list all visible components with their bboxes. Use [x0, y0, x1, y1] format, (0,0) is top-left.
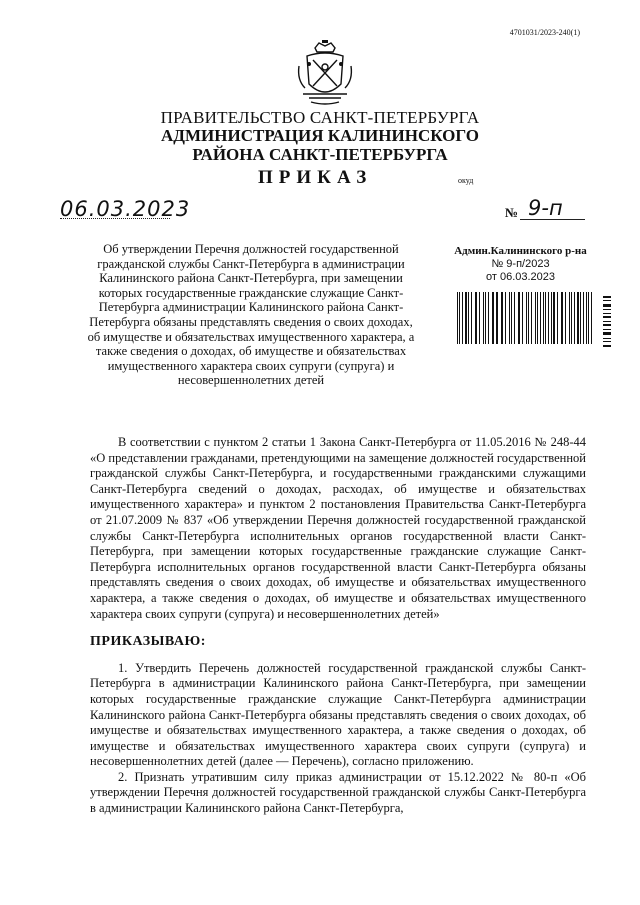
barcode-stripe	[493, 292, 494, 344]
barcode-stripe	[580, 292, 581, 344]
barcode-stripe	[569, 292, 570, 344]
barcode-stripe	[479, 292, 480, 344]
date-underline	[60, 218, 170, 219]
barcode-stripe	[548, 292, 549, 344]
spb-coat-of-arms-icon	[295, 40, 355, 108]
side-barcode-stripe	[603, 338, 611, 339]
barcode-stripe	[501, 292, 502, 344]
barcode-stripe	[514, 292, 515, 344]
administration-title	[0, 126, 640, 164]
number-label: №	[505, 205, 519, 220]
barcode-stripe	[496, 292, 497, 344]
side-barcode-stripe	[603, 324, 611, 326]
handwritten-date: 06.03.2023	[60, 197, 191, 221]
barcode-stripe	[571, 292, 572, 344]
barcode-stripe	[526, 292, 527, 344]
stamp-line2: № 9-п/2023	[491, 258, 550, 270]
barcode-stripe	[462, 292, 463, 344]
document-number: 4701031/2023-240(1)	[509, 28, 580, 37]
side-barcode-stripe	[603, 304, 611, 307]
barcode-stripe	[586, 292, 587, 344]
side-barcode-stripe	[603, 316, 611, 318]
barcode-stripe	[551, 292, 552, 344]
barcode-stripe	[574, 292, 575, 344]
side-barcode-stripe	[603, 332, 611, 335]
barcode-stripe	[459, 292, 460, 344]
administration-title-line1: АДМИНИСТРАЦИЯ КАЛИНИНСКОГО	[161, 126, 479, 145]
barcode-stripe	[540, 292, 541, 344]
barcode-stripe	[545, 292, 546, 344]
barcode-stripe	[583, 292, 584, 344]
barcode-stripe	[591, 292, 592, 344]
doc-type-title: ПРИКАЗ	[258, 167, 373, 188]
barcode-stripe	[511, 292, 512, 344]
barcode-stripe	[518, 292, 519, 344]
barcode-stripe	[457, 292, 458, 344]
preamble-paragraph: В соответствии с пунктом 2 статьи 1 Закона Санкт-Петербурга от 11.05.2016 № 248-44 «О представлении гражданами, претендующими на замещение должностей государственной гражданской службы Санкт-Петербурга, и государственными гражданскими служащими Санкт-Петербурга сведений о доходах, расходах, об имуществе и обязательствах имущественного характера» и пунктом 2 постановления Правительства Санкт-Петербурга от 21.07.2009 № 837 «Об утверждении Перечня должностей государственной гражданской службы Санкт-Петербурга исполнительных органов государственной власти Санкт-Петербурга, при замещении которых государственные гражданские служащие Санкт-Петербурга исполнительных органов государственной власти Санкт-Петербурга обязаны представлять сведения о своих доходах, об имуществе и обязательствах имущественного характера, а также сведения о доходах, об имуществе и обязательствах имущественного характера своих супруги (супруга) и несовершеннолетних детей»	[90, 435, 586, 621]
barcode-stripe	[543, 292, 544, 344]
barcode	[457, 292, 595, 344]
barcode-stripe	[475, 292, 476, 344]
side-barcode-stripe	[603, 341, 611, 342]
barcode-stripe	[502, 292, 503, 344]
order-word: ПРИКАЗЫВАЮ:	[90, 634, 206, 650]
barcode-stripe	[476, 292, 477, 344]
barcode-stripe	[561, 292, 562, 344]
barcode-stripe	[468, 292, 469, 344]
barcode-stripe	[557, 292, 558, 344]
barcode-stripe	[509, 292, 510, 344]
barcode-stripe	[565, 292, 566, 344]
barcode-stripe	[535, 292, 536, 344]
handwritten-number: 9-п	[528, 196, 563, 220]
barcode-stripe	[519, 292, 520, 344]
registration-stamp	[447, 245, 594, 284]
side-barcode-stripe	[603, 296, 611, 298]
number-underline	[520, 219, 585, 220]
side-barcode	[603, 296, 611, 350]
stamp-line1: Админ.Калининского р-на	[454, 245, 587, 257]
government-title: ПРАВИТЕЛЬСТВО САНКТ-ПЕТЕРБУРГА	[160, 108, 480, 127]
document-body	[90, 435, 586, 817]
side-barcode-stripe	[603, 309, 611, 310]
barcode-stripe	[588, 292, 589, 344]
barcode-stripe	[492, 292, 493, 344]
side-barcode-stripe	[603, 313, 611, 314]
barcode-stripe	[553, 292, 555, 344]
stamp-line3: от 06.03.2023	[485, 271, 556, 283]
barcode-stripe	[577, 292, 579, 344]
barcode-stripe	[483, 292, 484, 344]
barcode-stripe	[528, 292, 530, 344]
administration-title-line2: РАЙОНА САНКТ-ПЕТЕРБУРГА	[192, 145, 448, 164]
order-item-1: 1. Утвердить Перечень должностей государственной гражданской службы Санкт-Петербурга в администрации Калининского района Санкт-Петербурга, при замещении которых государственные гражданские служащие Санкт-Петербурга администрации Калининского района Санкт-Петербурга обязаны представлять сведения о своих доходах, об имуществе и обязательствах имущественного характера, а также сведения о доходах, об имуществе и обязательствах имущественного характера своих супруги (супруга) и несовершеннолетних детей (далее — Перечень), согласно приложению.	[90, 660, 586, 769]
side-barcode-stripe	[603, 300, 611, 301]
side-barcode-stripe	[603, 329, 611, 330]
barcode-stripe	[522, 292, 523, 344]
barcode-stripe	[537, 292, 538, 344]
barcode-stripe	[531, 292, 532, 344]
barcode-stripe	[465, 292, 467, 344]
side-barcode-stripe	[603, 345, 611, 347]
barcode-stripe	[485, 292, 487, 344]
order-item-2: 2. Признать утратившим силу приказ администрации от 15.12.2022 № 80-п «Об утверждении Перечня должностей государственной гражданской службы Санкт-Петербурга в администрации Калининского района Санкт-Петербурга,	[90, 769, 586, 816]
order-subject: Об утверждении Перечня должностей государственной гражданской службы Санкт-Петербурга в администрации Калининского района Санкт-Петербурга, при замещении которых государственные гражданские служащие Санкт-Петербурга администрации Калининского района Санкт-Петербурга обязаны представлять сведения о своих доходах, об имуществе и обязательствах имущественного характера, а также сведения о доходах, об имуществе и обязательствах имущественного характера своих супруги (супруга) и несовершеннолетних детей	[87, 242, 415, 388]
barcode-stripe	[562, 292, 563, 344]
side-barcode-stripe	[603, 321, 611, 322]
barcode-stripe	[488, 292, 489, 344]
barcode-stripe	[505, 292, 507, 344]
okud-label: окуд	[458, 176, 474, 185]
barcode-stripe	[471, 292, 472, 344]
